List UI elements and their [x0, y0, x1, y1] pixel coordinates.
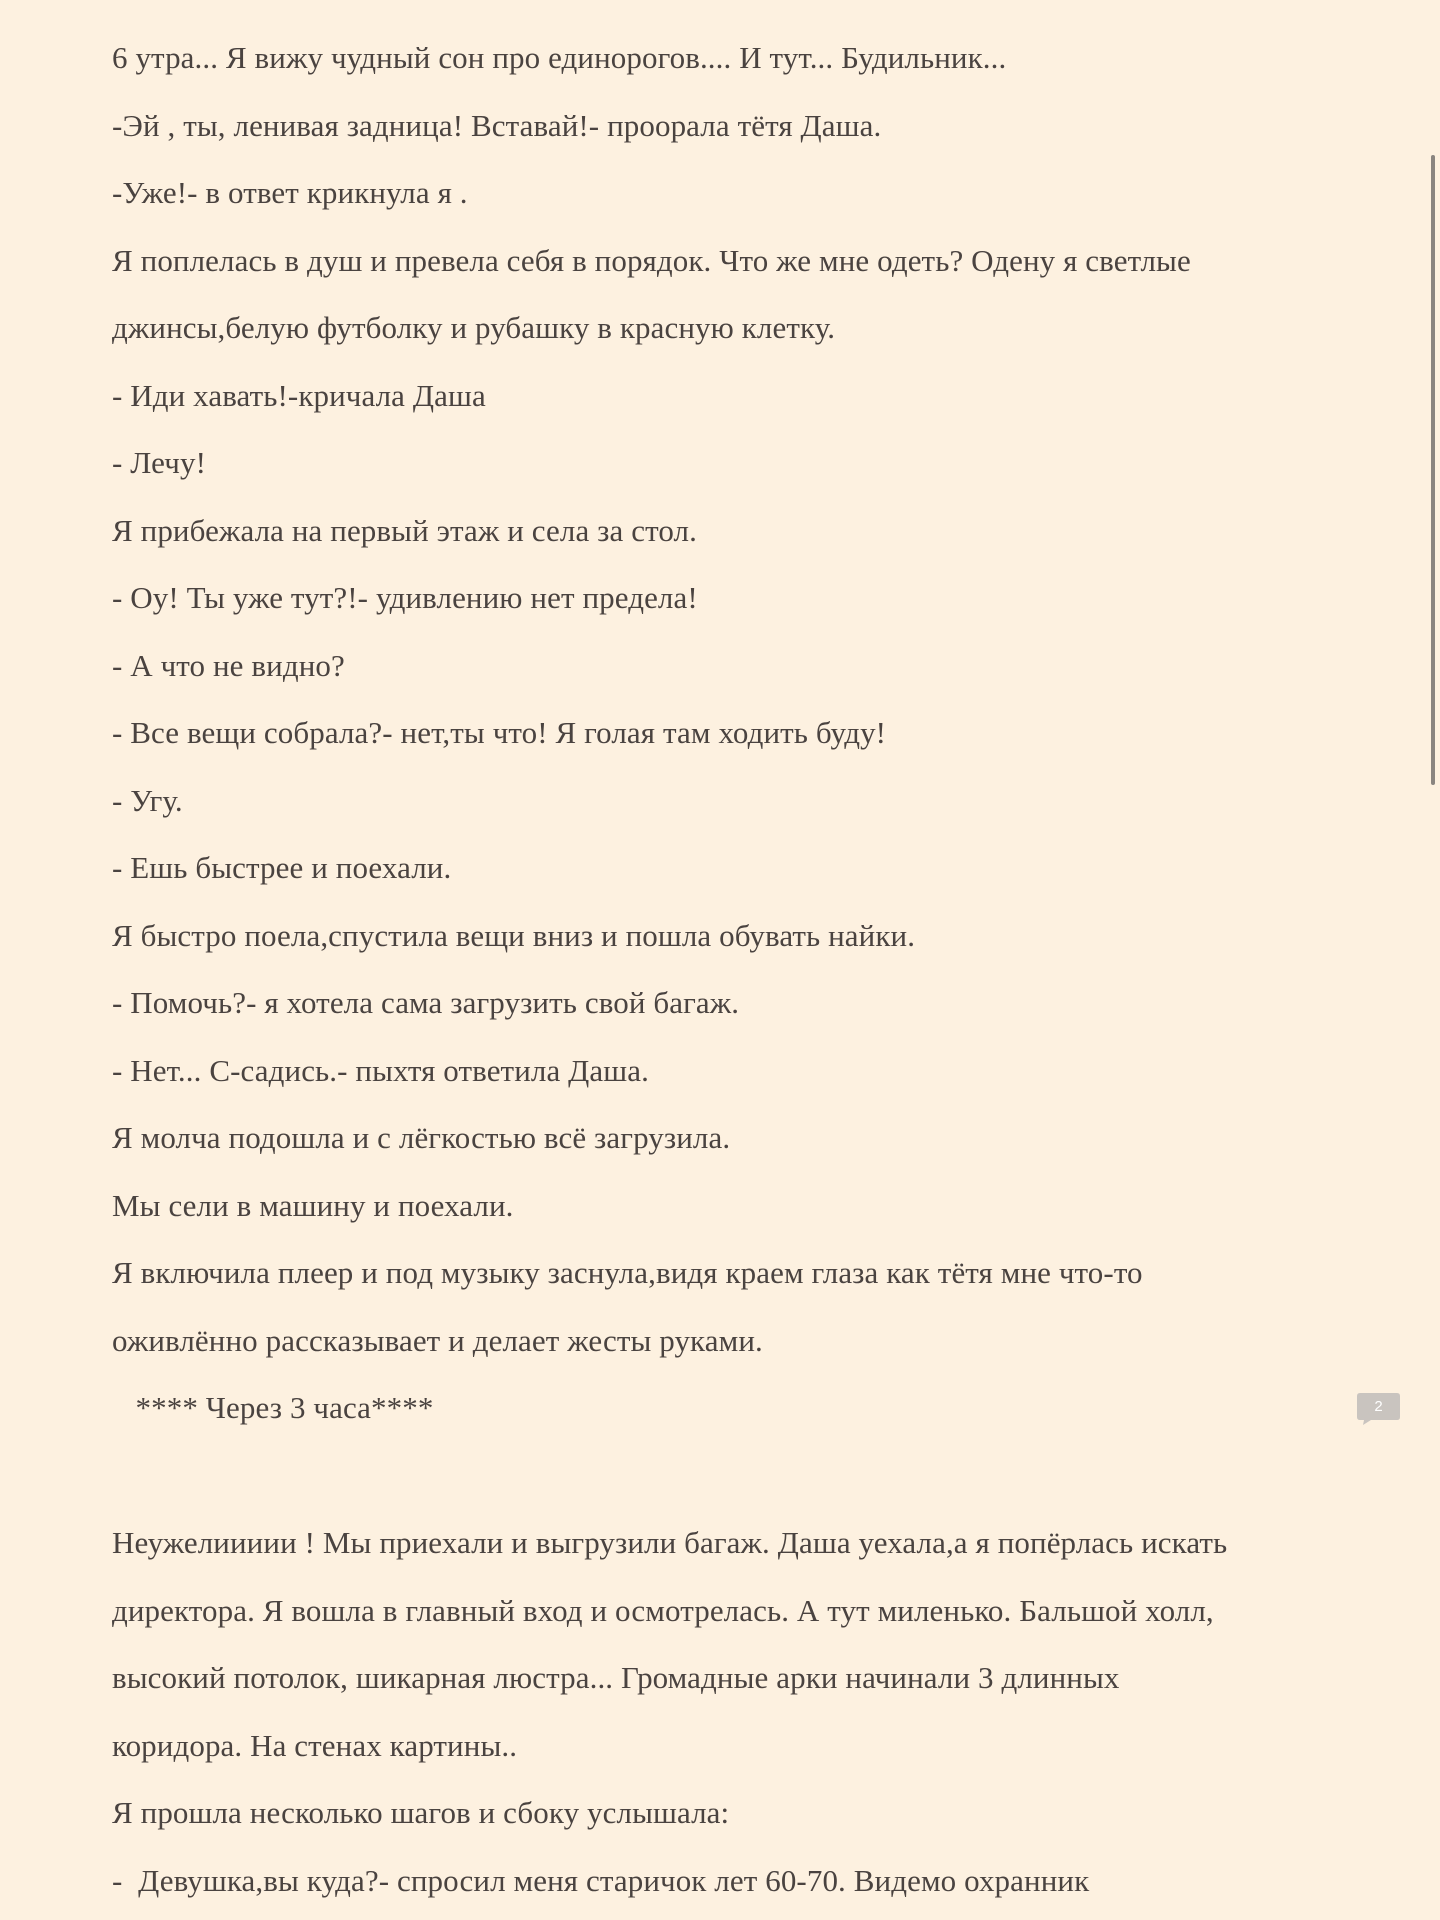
story-line: - Девушка,вы куда?- спросил меня старичок лет 60-70. Видемо охранник — [112, 1862, 1090, 1898]
story-line: - Ешь быстрее и поехали. — [112, 850, 452, 885]
scrollbar-thumb[interactable] — [1431, 155, 1435, 785]
comment-button[interactable] — [1357, 1393, 1400, 1425]
story-line: Я быстро поела,спустила вещи вниз и пошла обувать найки. — [112, 917, 916, 953]
story-line: - Помочь?- я хотела сама загрузить свой багаж. — [112, 985, 740, 1020]
story-line: Я поплелась в душ и превела себя в порядок. Что же мне одеть? Одену я светлые — [112, 242, 1191, 278]
story-line: Я прибежала на первый этаж и села за стол. — [112, 512, 697, 548]
story-line: оживлённо рассказывает и делает жесты руками. — [112, 1322, 763, 1358]
blank-line — [112, 1442, 1342, 1510]
story-line: директора. Я вошла в главный вход и осмотрелась. А тут миленько. Бальшой холл, — [112, 1592, 1214, 1628]
story-line: Я прошла несколько шагов и сбоку услышала: — [112, 1795, 730, 1830]
story-line: - Иди хавать!-кричала Даша — [112, 377, 486, 413]
story-line: коридора. На стенах картины.. — [112, 1727, 518, 1763]
comment-count: 2 — [1374, 1398, 1383, 1415]
story-line: - А что не видно? — [112, 647, 345, 683]
section-divider: **** Через 3 часа**** — [112, 1390, 434, 1425]
story-line: -Уже!- в ответ крикнула я . — [112, 175, 468, 210]
story-line: - Нет... С-садись.- пыхтя ответила Даша. — [112, 1052, 649, 1088]
story-line: - Лечу! — [112, 445, 206, 480]
story-line: - Оу! Ты уже тут?!- удивлению нет предела! — [112, 580, 698, 615]
story-line: Мы сели в машину и поехали. — [112, 1187, 514, 1223]
story-line: - Все вещи собрала?- нет,ты что! Я голая там ходить буду! — [112, 715, 887, 750]
story-line: Я молча подошла и с лёгкостью всё загрузила. — [112, 1120, 731, 1155]
story-line: - Угу. — [112, 782, 183, 818]
story-text — [112, 24, 1342, 1914]
story-line: -Эй , ты, ленивая задница! Вставай!- проорала тётя Даша. — [112, 107, 882, 143]
story-line: Я включила плеер и под музыку заснула,видя краем глаза как тётя мне что-то — [112, 1255, 1143, 1290]
story-line: 6 утра... Я вижу чудный сон про единорогов.... И тут... Будильник... — [112, 40, 1007, 75]
story-line: джинсы,белую футболку и рубашку в красную клетку. — [112, 310, 836, 345]
story-line: высокий потолок, шикарная люстра... Громадные арки начинали 3 длинных — [112, 1660, 1120, 1695]
story-line: Неужелиииии ! Мы приехали и выгрузили багаж. Даша уехала,а я попёрлась искать — [112, 1525, 1228, 1560]
